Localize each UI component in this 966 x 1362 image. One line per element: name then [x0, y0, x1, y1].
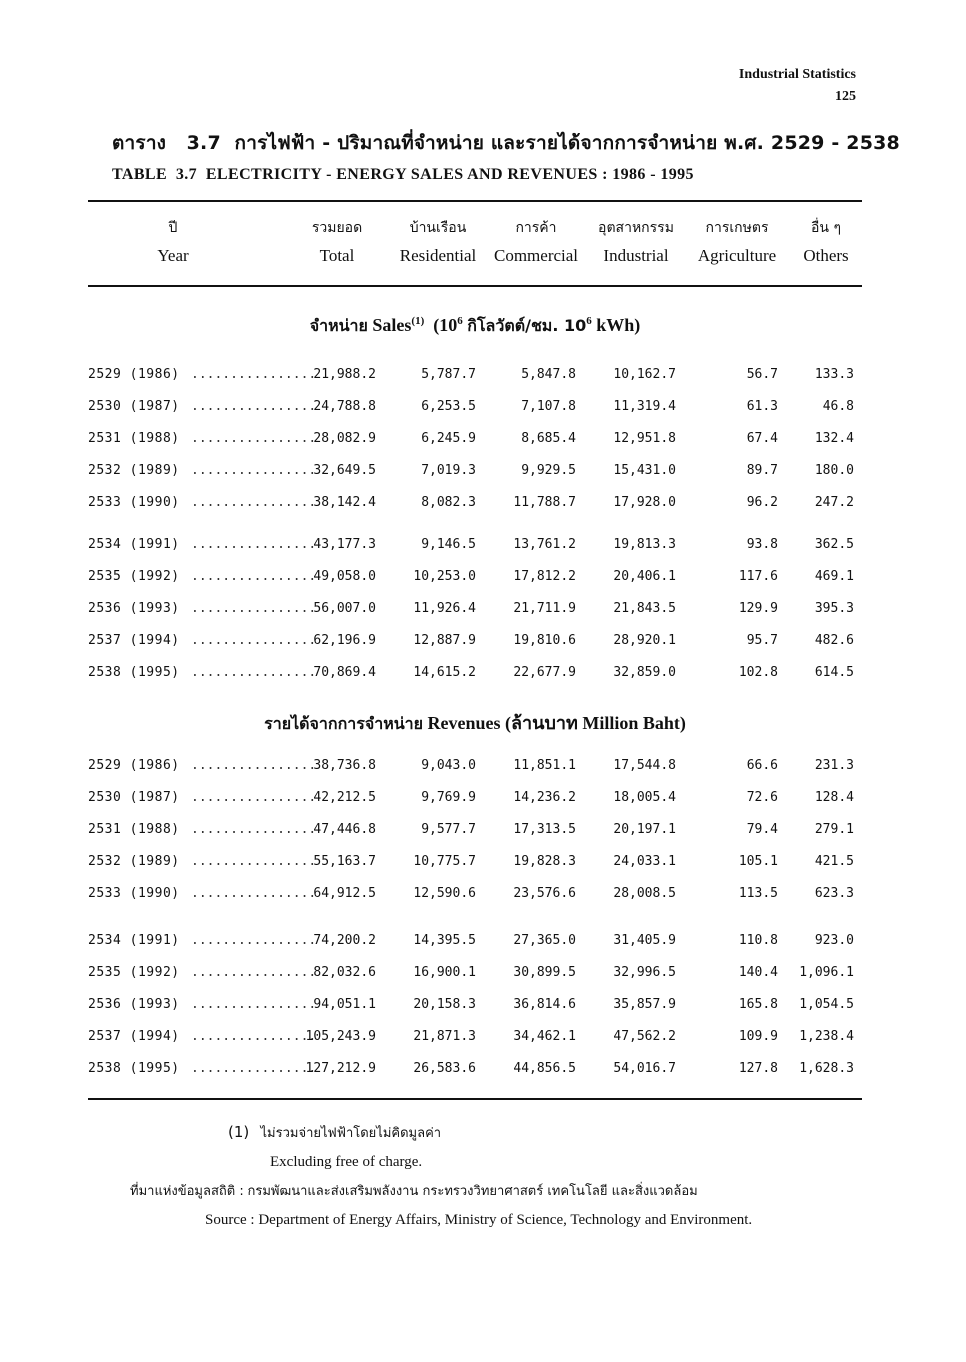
column-header-others: [792, 214, 860, 270]
sales-title-english: Sales: [372, 315, 412, 335]
leader-dots: ................: [191, 997, 317, 1012]
others-cell: 128.4: [814, 790, 854, 805]
total-cell: 38,736.8: [313, 758, 376, 773]
column-header-residential: [390, 214, 486, 270]
total-cell: 56,007.0: [313, 601, 376, 616]
commercial-cell: 27,365.0: [513, 933, 576, 948]
column-header-others-thai: อื่น ๆ: [811, 220, 841, 236]
column-header-row: [88, 214, 862, 278]
others-cell: 469.1: [814, 569, 854, 584]
revenues-title-english: Revenues: [427, 713, 501, 733]
commercial-cell: 13,761.2: [513, 537, 576, 552]
residential-cell: 14,395.5: [413, 933, 476, 948]
leader-dots: ................: [191, 665, 317, 680]
leader-dots: ................: [191, 886, 317, 901]
column-header-agriculture-thai: การเกษตร: [705, 220, 769, 236]
leader-dots: ................: [191, 1029, 317, 1044]
leader-dots: ................: [191, 569, 317, 584]
industrial-cell: 28,920.1: [613, 633, 676, 648]
commercial-cell: 30,899.5: [513, 965, 576, 980]
industrial-cell: 35,857.9: [613, 997, 676, 1012]
commercial-cell: 8,685.4: [521, 431, 576, 446]
industrial-cell: 11,319.4: [613, 399, 676, 414]
industrial-cell: 19,813.3: [613, 537, 676, 552]
residential-cell: 14,615.2: [413, 665, 476, 680]
leader-dots: ................: [191, 822, 317, 837]
others-cell: 1,054.5: [799, 997, 854, 1012]
running-header: [739, 64, 856, 108]
leader-dots: ................: [191, 965, 317, 980]
leader-dots: ................: [191, 431, 317, 446]
table-row: [88, 633, 862, 655]
table-row: [88, 758, 862, 780]
revenues-unit: (ล้านบาท Million Baht): [505, 713, 686, 733]
total-cell: 105,243.9: [305, 1029, 376, 1044]
total-cell: 82,032.6: [313, 965, 376, 980]
table-row: [88, 1029, 862, 1051]
others-cell: 614.5: [814, 665, 854, 680]
commercial-cell: 7,107.8: [521, 399, 576, 414]
agriculture-cell: 56.7: [746, 367, 778, 382]
year-cell: 2536 (1993): [88, 997, 180, 1012]
leader-dots: ................: [191, 495, 317, 510]
industrial-cell: 20,406.1: [613, 569, 676, 584]
industrial-cell: 32,859.0: [613, 665, 676, 680]
agriculture-cell: 72.6: [746, 790, 778, 805]
leader-dots: ................: [191, 463, 317, 478]
column-header-total-english: Total: [319, 246, 355, 265]
year-cell: 2530 (1987): [88, 790, 180, 805]
year-cell: 2532 (1989): [88, 463, 180, 478]
others-cell: 1,096.1: [799, 965, 854, 980]
table-row: [88, 601, 862, 623]
year-cell: 2535 (1992): [88, 965, 180, 980]
industrial-cell: 18,005.4: [613, 790, 676, 805]
header-rule: [88, 285, 862, 287]
leader-dots: ................: [191, 633, 317, 648]
residential-cell: 20,158.3: [413, 997, 476, 1012]
commercial-cell: 21,711.9: [513, 601, 576, 616]
residential-cell: 12,887.9: [413, 633, 476, 648]
commercial-cell: 17,313.5: [513, 822, 576, 837]
total-cell: 74,200.2: [313, 933, 376, 948]
industrial-cell: 31,405.9: [613, 933, 676, 948]
table-row: [88, 854, 862, 876]
others-cell: 247.2: [814, 495, 854, 510]
sales-unit-close: kWh): [596, 315, 641, 335]
residential-cell: 5,787.7: [421, 367, 476, 382]
column-header-others-english: Others: [803, 246, 849, 265]
agriculture-cell: 96.2: [746, 495, 778, 510]
others-cell: 46.8: [822, 399, 854, 414]
source-thai: กรมพัฒนาและส่งเสริมพลังงาน กระทรวงวิทยาศาสตร์ เทคโนโลยี และสิ่งแวดล้อม: [247, 1184, 698, 1199]
leader-dots: ................: [191, 758, 317, 773]
column-header-industrial-english: Industrial: [603, 246, 669, 265]
industrial-cell: 12,951.8: [613, 431, 676, 446]
commercial-cell: 9,929.5: [521, 463, 576, 478]
column-header-residential-thai: บ้านเรือน: [409, 220, 467, 236]
industrial-cell: 24,033.1: [613, 854, 676, 869]
industrial-cell: 17,544.8: [613, 758, 676, 773]
revenues-section-title: [88, 708, 862, 737]
others-cell: 395.3: [814, 601, 854, 616]
table-title-english: TABLE 3.7 ELECTRICITY - ENERGY SALES AND REVENUES : 1986 - 1995: [112, 166, 694, 183]
agriculture-cell: 89.7: [746, 463, 778, 478]
agriculture-cell: 66.6: [746, 758, 778, 773]
leader-dots: ................: [191, 367, 317, 382]
column-header-residential-english: Residential: [399, 246, 477, 265]
sales-unit-open: (10: [433, 315, 458, 335]
residential-cell: 9,769.9: [421, 790, 476, 805]
total-cell: 94,051.1: [313, 997, 376, 1012]
year-cell: 2531 (1988): [88, 822, 180, 837]
residential-cell: 9,577.7: [421, 822, 476, 837]
table-row: [88, 933, 862, 955]
total-cell: 21,988.2: [313, 367, 376, 382]
year-cell: 2538 (1995): [88, 1061, 180, 1076]
others-cell: 279.1: [814, 822, 854, 837]
year-cell: 2533 (1990): [88, 886, 180, 901]
table-row: [88, 495, 862, 517]
year-cell: 2529 (1986): [88, 367, 180, 382]
column-header-agriculture: [688, 214, 786, 270]
total-cell: 32,649.5: [313, 463, 376, 478]
industrial-cell: 20,197.1: [613, 822, 676, 837]
agriculture-cell: 165.8: [738, 997, 778, 1012]
table-title-thai: ตาราง 3.7 การไฟฟ้า - ปริมาณที่จำหน่าย และรายได้จากการจำหน่าย พ.ศ. 2529 - 2538: [112, 132, 900, 154]
others-cell: 421.5: [814, 854, 854, 869]
agriculture-cell: 105.1: [738, 854, 778, 869]
agriculture-cell: 109.9: [738, 1029, 778, 1044]
table-row: [88, 886, 862, 908]
column-header-year: [118, 214, 228, 270]
commercial-cell: 19,828.3: [513, 854, 576, 869]
table-row: [88, 997, 862, 1019]
table-row: [88, 1061, 862, 1083]
agriculture-cell: 95.7: [746, 633, 778, 648]
leader-dots: ................: [191, 399, 317, 414]
others-cell: 132.4: [814, 431, 854, 446]
table-row: [88, 965, 862, 987]
source-english-line: [120, 1206, 880, 1235]
table-row: [88, 463, 862, 485]
commercial-cell: 17,812.2: [513, 569, 576, 584]
year-cell: 2537 (1994): [88, 633, 180, 648]
residential-cell: 11,926.4: [413, 601, 476, 616]
others-cell: 180.0: [814, 463, 854, 478]
total-cell: 62,196.9: [313, 633, 376, 648]
sales-section-title: [88, 314, 862, 339]
industrial-cell: 10,162.7: [613, 367, 676, 382]
table-row: [88, 537, 862, 559]
others-cell: 362.5: [814, 537, 854, 552]
column-header-total-thai: รวมยอด: [311, 220, 363, 236]
footnote-1-english-line: [120, 1148, 880, 1177]
total-cell: 38,142.4: [313, 495, 376, 510]
column-header-industrial: [588, 214, 684, 270]
year-cell: 2538 (1995): [88, 665, 180, 680]
leader-dots: ................: [191, 933, 317, 948]
agriculture-cell: 140.4: [738, 965, 778, 980]
agriculture-cell: 67.4: [746, 431, 778, 446]
others-cell: 623.3: [814, 886, 854, 901]
sales-title-thai: จำหน่าย: [309, 316, 368, 335]
sales-unit-exponent-2: 6: [586, 315, 592, 327]
commercial-cell: 11,851.1: [513, 758, 576, 773]
commercial-cell: 44,856.5: [513, 1061, 576, 1076]
commercial-cell: 14,236.2: [513, 790, 576, 805]
total-cell: 24,788.8: [313, 399, 376, 414]
total-cell: 47,446.8: [313, 822, 376, 837]
residential-cell: 21,871.3: [413, 1029, 476, 1044]
year-cell: 2533 (1990): [88, 495, 180, 510]
industrial-cell: 15,431.0: [613, 463, 676, 478]
sales-unit-thai: กิโลวัตต์/ชม. 10: [467, 316, 587, 335]
table-row: [88, 399, 862, 421]
column-header-year-thai: ปี: [168, 220, 178, 236]
footnote-1-thai-line: [120, 1118, 880, 1148]
sales-unit-exponent: 6: [457, 315, 463, 327]
leader-dots: ................: [191, 1061, 317, 1076]
column-header-year-english: Year: [157, 246, 189, 265]
sales-note-marker: (1): [411, 315, 425, 327]
residential-cell: 6,245.9: [421, 431, 476, 446]
footnotes: [120, 1118, 880, 1235]
year-cell: 2534 (1991): [88, 933, 180, 948]
column-header-industrial-thai: อุตสาหกรรม: [598, 220, 674, 236]
running-header-section: Industrial Statistics: [738, 67, 856, 82]
bottom-rule: [88, 1098, 862, 1100]
commercial-cell: 5,847.8: [521, 367, 576, 382]
agriculture-cell: 110.8: [738, 933, 778, 948]
year-cell: 2537 (1994): [88, 1029, 180, 1044]
table-row: [88, 431, 862, 453]
agriculture-cell: 117.6: [738, 569, 778, 584]
agriculture-cell: 127.8: [738, 1061, 778, 1076]
page-number: 125: [835, 89, 856, 104]
others-cell: 231.3: [814, 758, 854, 773]
residential-cell: 10,775.7: [413, 854, 476, 869]
table-row: [88, 367, 862, 389]
residential-cell: 6,253.5: [421, 399, 476, 414]
source-label-english: Source :: [205, 1212, 255, 1228]
agriculture-cell: 102.8: [738, 665, 778, 680]
table-row: [88, 569, 862, 591]
column-header-agriculture-english: Agriculture: [697, 246, 777, 265]
residential-cell: 12,590.6: [413, 886, 476, 901]
year-cell: 2530 (1987): [88, 399, 180, 414]
total-cell: 64,912.5: [313, 886, 376, 901]
leader-dots: ................: [191, 854, 317, 869]
year-cell: 2536 (1993): [88, 601, 180, 616]
source-english: Department of Energy Affairs, Ministry of Science, Technology and Environment.: [258, 1212, 753, 1228]
table-title: [112, 128, 900, 184]
industrial-cell: 28,008.5: [613, 886, 676, 901]
commercial-cell: 19,810.6: [513, 633, 576, 648]
agriculture-cell: 93.8: [746, 537, 778, 552]
residential-cell: 7,019.3: [421, 463, 476, 478]
others-cell: 1,238.4: [799, 1029, 854, 1044]
agriculture-cell: 79.4: [746, 822, 778, 837]
year-cell: 2529 (1986): [88, 758, 180, 773]
column-header-total: [298, 214, 376, 270]
industrial-cell: 21,843.5: [613, 601, 676, 616]
total-cell: 43,177.3: [313, 537, 376, 552]
column-header-commercial-thai: การค้า: [515, 220, 557, 236]
year-cell: 2534 (1991): [88, 537, 180, 552]
year-cell: 2531 (1988): [88, 431, 180, 446]
commercial-cell: 22,677.9: [513, 665, 576, 680]
industrial-cell: 47,562.2: [613, 1029, 676, 1044]
total-cell: 55,163.7: [313, 854, 376, 869]
year-cell: 2535 (1992): [88, 569, 180, 584]
agriculture-cell: 113.5: [738, 886, 778, 901]
total-cell: 49,058.0: [313, 569, 376, 584]
others-cell: 923.0: [814, 933, 854, 948]
others-cell: 1,628.3: [799, 1061, 854, 1076]
total-cell: 42,212.5: [313, 790, 376, 805]
commercial-cell: 23,576.6: [513, 886, 576, 901]
residential-cell: 16,900.1: [413, 965, 476, 980]
column-header-commercial: [488, 214, 584, 270]
footnote-marker: (1): [228, 1123, 250, 1141]
table-row: [88, 665, 862, 687]
agriculture-cell: 61.3: [746, 399, 778, 414]
source-thai-line: [120, 1177, 880, 1206]
others-cell: 482.6: [814, 633, 854, 648]
total-cell: 127,212.9: [305, 1061, 376, 1076]
footnote-note-thai: ไม่รวมจ่ายไฟฟ้าโดยไม่คิดมูลค่า: [260, 1126, 442, 1141]
residential-cell: 26,583.6: [413, 1061, 476, 1076]
revenues-title-thai: รายได้จากการจำหน่าย: [264, 714, 424, 733]
leader-dots: ................: [191, 601, 317, 616]
table-row: [88, 822, 862, 844]
residential-cell: 10,253.0: [413, 569, 476, 584]
column-header-commercial-english: Commercial: [493, 246, 579, 265]
year-cell: 2532 (1989): [88, 854, 180, 869]
leader-dots: ................: [191, 537, 317, 552]
table-row: [88, 790, 862, 812]
commercial-cell: 11,788.7: [513, 495, 576, 510]
others-cell: 133.3: [814, 367, 854, 382]
agriculture-cell: 129.9: [738, 601, 778, 616]
industrial-cell: 32,996.5: [613, 965, 676, 980]
residential-cell: 9,043.0: [421, 758, 476, 773]
residential-cell: 8,082.3: [421, 495, 476, 510]
source-label-thai: ที่มาแห่งข้อมูลสถิติ :: [130, 1184, 244, 1199]
leader-dots: ................: [191, 790, 317, 805]
footnote-note-english: Excluding free of charge.: [270, 1154, 423, 1170]
top-rule: [88, 200, 862, 202]
commercial-cell: 34,462.1: [513, 1029, 576, 1044]
industrial-cell: 54,016.7: [613, 1061, 676, 1076]
residential-cell: 9,146.5: [421, 537, 476, 552]
total-cell: 70,869.4: [313, 665, 376, 680]
total-cell: 28,082.9: [313, 431, 376, 446]
commercial-cell: 36,814.6: [513, 997, 576, 1012]
industrial-cell: 17,928.0: [613, 495, 676, 510]
